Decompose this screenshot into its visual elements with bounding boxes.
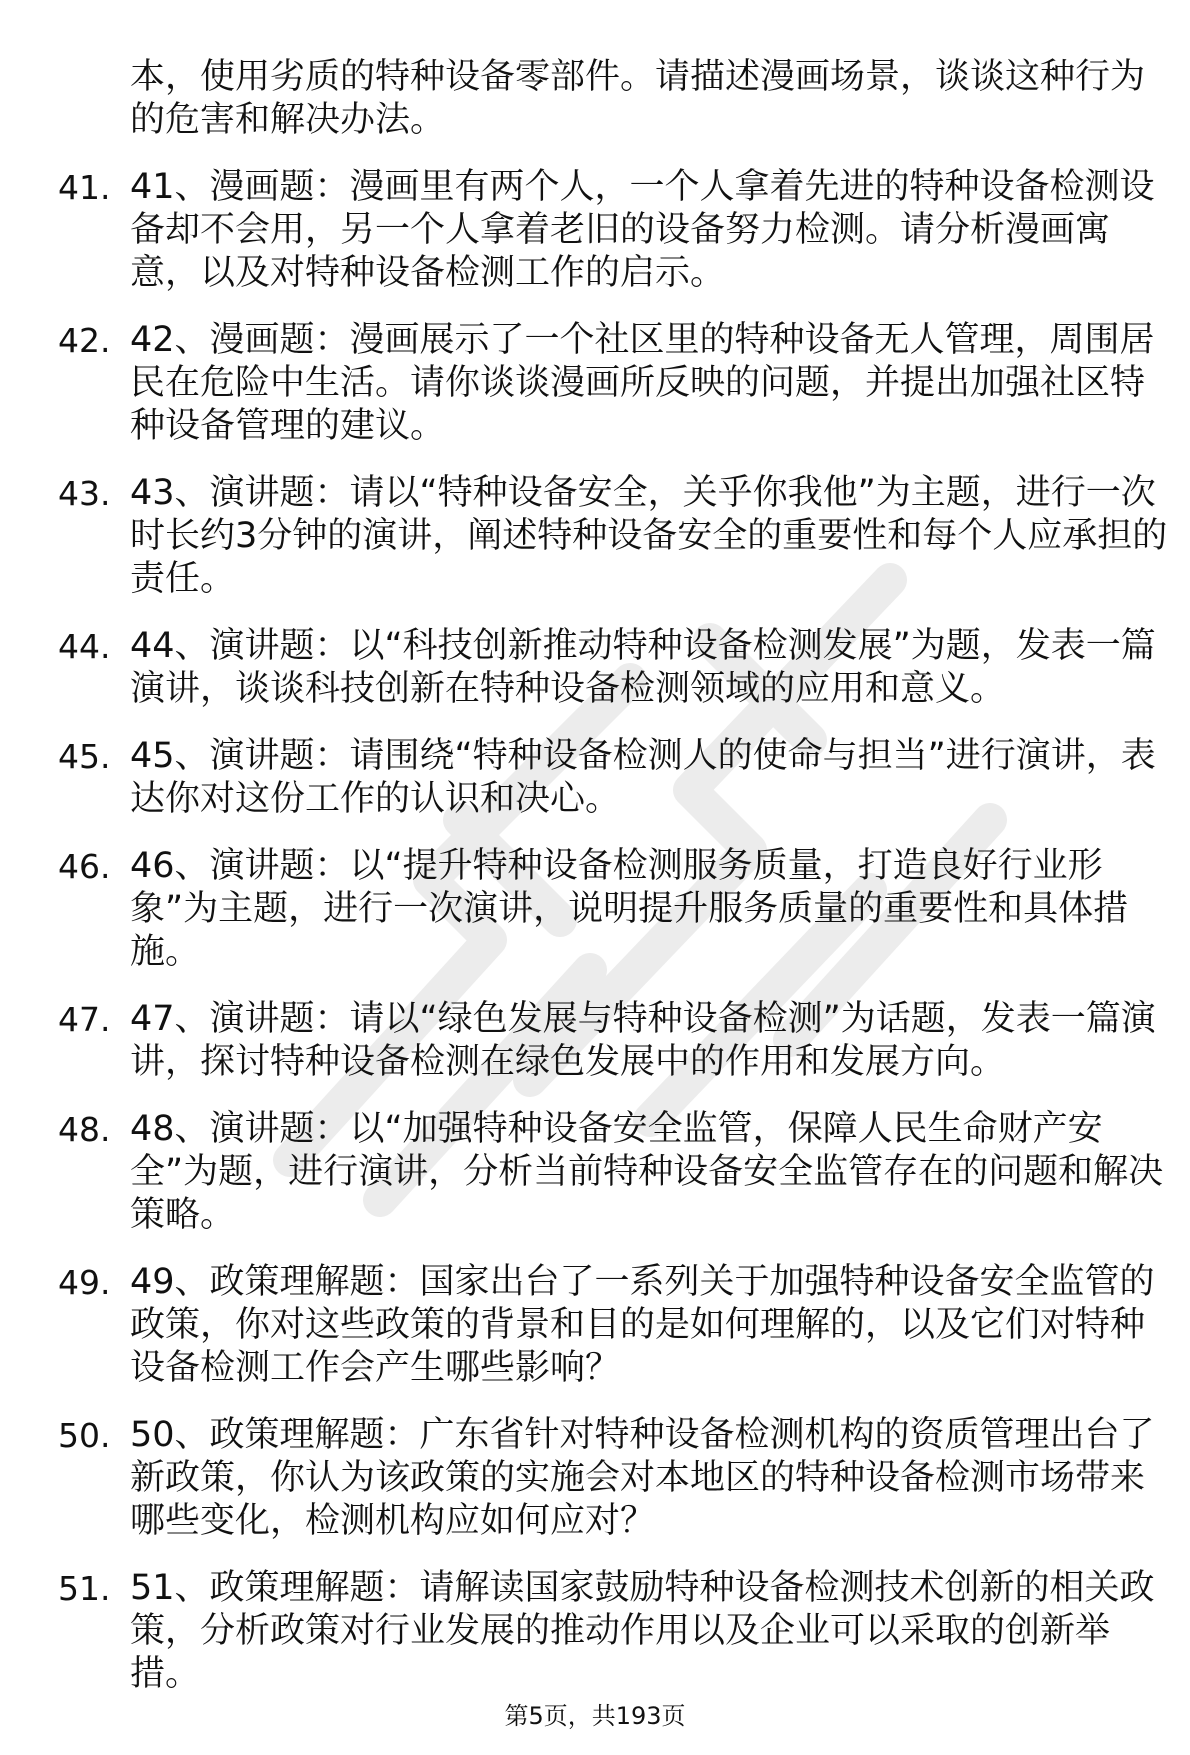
question-number: 41. bbox=[58, 168, 111, 207]
question-number: 49. bbox=[58, 1263, 111, 1302]
list-item bbox=[0, 1567, 1190, 1696]
question-number: 46. bbox=[58, 847, 111, 886]
document-body bbox=[0, 56, 1190, 1720]
list-item bbox=[0, 1108, 1190, 1237]
question-number: 51. bbox=[58, 1569, 111, 1608]
list-item bbox=[0, 319, 1190, 448]
question-number: 47. bbox=[58, 1000, 111, 1039]
question-text: 47、演讲题：请以“绿色发展与特种设备检测”为话题，发表一篇演讲，探讨特种设备检测在绿色发展中的作用和发展方向。 bbox=[130, 999, 1156, 1082]
page-footer: 第5页，共193页 bbox=[504, 1702, 686, 1730]
question-text: 48、演讲题：以“加强特种设备安全监管，保障人民生命财产安全”为题，进行演讲，分析当前特种设备安全监管存在的问题和解决策略。 bbox=[130, 1109, 1164, 1235]
list-item bbox=[0, 1414, 1190, 1543]
question-number: 48. bbox=[58, 1110, 111, 1149]
question-number: 50. bbox=[58, 1416, 111, 1455]
list-item bbox=[0, 845, 1190, 974]
list-item bbox=[0, 472, 1190, 601]
list-item bbox=[0, 1261, 1190, 1390]
question-number: 42. bbox=[58, 321, 111, 360]
list-item bbox=[0, 735, 1190, 821]
question-number: 45. bbox=[58, 737, 111, 776]
continuation-paragraph: 本，使用劣质的特种设备零部件。请描述漫画场景，谈谈这种行为的危害和解决办法。 bbox=[130, 57, 1146, 140]
question-list bbox=[0, 166, 1190, 1696]
question-text: 44、演讲题：以“科技创新推动特种设备检测发展”为题，发表一篇演讲，谈谈科技创新在特种设备检测领域的应用和意义。 bbox=[130, 626, 1156, 709]
question-text: 51、政策理解题：请解读国家鼓励特种设备检测技术创新的相关政策，分析政策对行业发展的推动作用以及企业可以采取的创新举措。 bbox=[130, 1568, 1155, 1694]
list-item bbox=[0, 998, 1190, 1084]
question-text: 50、政策理解题：广东省针对特种设备检测机构的资质管理出台了新政策，你认为该政策的实施会对本地区的特种设备检测市场带来哪些变化，检测机构应如何应对？ bbox=[130, 1415, 1155, 1541]
question-number: 43. bbox=[58, 474, 111, 513]
question-text: 46、演讲题：以“提升特种设备检测服务质量，打造良好行业形象”为主题，进行一次演讲，说明提升服务质量的重要性和具体措施。 bbox=[130, 846, 1129, 972]
question-text: 49、政策理解题：国家出台了一系列关于加强特种设备安全监管的政策，你对这些政策的背景和目的是如何理解的，以及它们对特种设备检测工作会产生哪些影响？ bbox=[130, 1262, 1155, 1388]
question-text: 42、漫画题：漫画展示了一个社区里的特种设备无人管理，周围居民在危险中生活。请你谈谈漫画所反映的问题，并提出加强社区特种设备管理的建议。 bbox=[130, 320, 1155, 446]
question-text: 41、漫画题：漫画里有两个人，一个人拿着先进的特种设备检测设备却不会用，另一个人拿着老旧的设备努力检测。请分析漫画寓意，以及对特种设备检测工作的启示。 bbox=[130, 167, 1155, 293]
question-text: 43、演讲题：请以“特种设备安全，关乎你我他”为主题，进行一次时长约3分钟的演讲，阐述特种设备安全的重要性和每个人应承担的责任。 bbox=[130, 473, 1168, 599]
question-text: 45、演讲题：请围绕“特种设备检测人的使命与担当”进行演讲，表达你对这份工作的认识和决心。 bbox=[130, 736, 1156, 819]
list-item bbox=[0, 166, 1190, 295]
question-number: 44. bbox=[58, 627, 111, 666]
list-item bbox=[0, 625, 1190, 711]
